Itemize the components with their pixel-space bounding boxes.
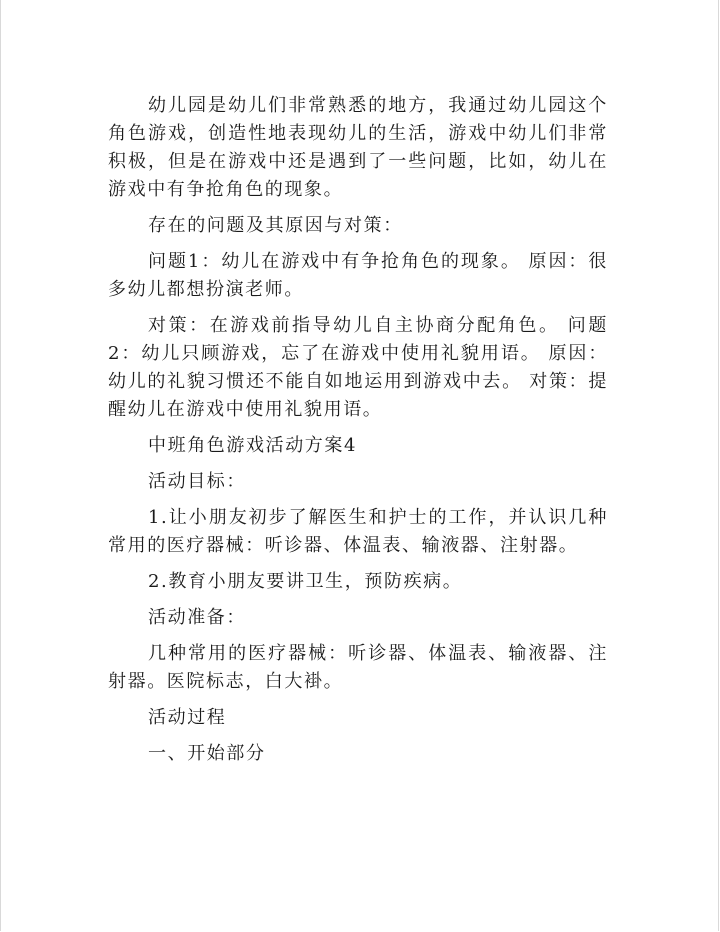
paragraph-preparation: 几种常用的医疗器械：听诊器、体温表、输液器、注射器。医院标志，白大褂。	[108, 643, 608, 692]
paragraph-goal-1: 1.让小朋友初步了解医生和护士的工作，并认识几种常用的医疗器械：听诊器、体温表、输液器、注射器。	[108, 507, 608, 556]
paragraph-problem-1: 问题1：幼儿在游戏中有争抢角色的现象。 原因：很多幼儿都想扮演老师。	[108, 251, 608, 300]
paragraph-problems-heading: 存在的问题及其原因与对策：	[148, 215, 403, 236]
paragraph-goals-heading: 活动目标：	[148, 471, 246, 492]
paragraph-preparation-heading: 活动准备：	[148, 607, 246, 628]
paragraph-opening-section: 一、开始部分	[148, 743, 266, 764]
paragraph-intro: 幼儿园是幼儿们非常熟悉的地方，我通过幼儿园这个角色游戏，创造性地表现幼儿的生活，游戏中幼儿们非常积极，但是在游戏中还是遇到了一些问题，比如，幼儿在游戏中有争抢角色的现象。	[108, 95, 608, 200]
paragraph-goal-2: 2.教育小朋友要讲卫生，预防疾病。	[148, 571, 463, 592]
paragraph-plan-title: 中班角色游戏活动方案4	[148, 435, 358, 456]
paragraph-process-heading: 活动过程	[148, 707, 227, 728]
paragraph-countermeasures: 对策：在游戏前指导幼儿自主协商分配角色。 问题2：幼儿只顾游戏，忘了在游戏中使用礼貌用语。 原因：幼儿的礼貌习惯还不能自如地运用到游戏中去。 对策：提醒幼儿在游戏中使用礼貌用语。	[108, 315, 608, 420]
document-body	[108, 92, 608, 776]
